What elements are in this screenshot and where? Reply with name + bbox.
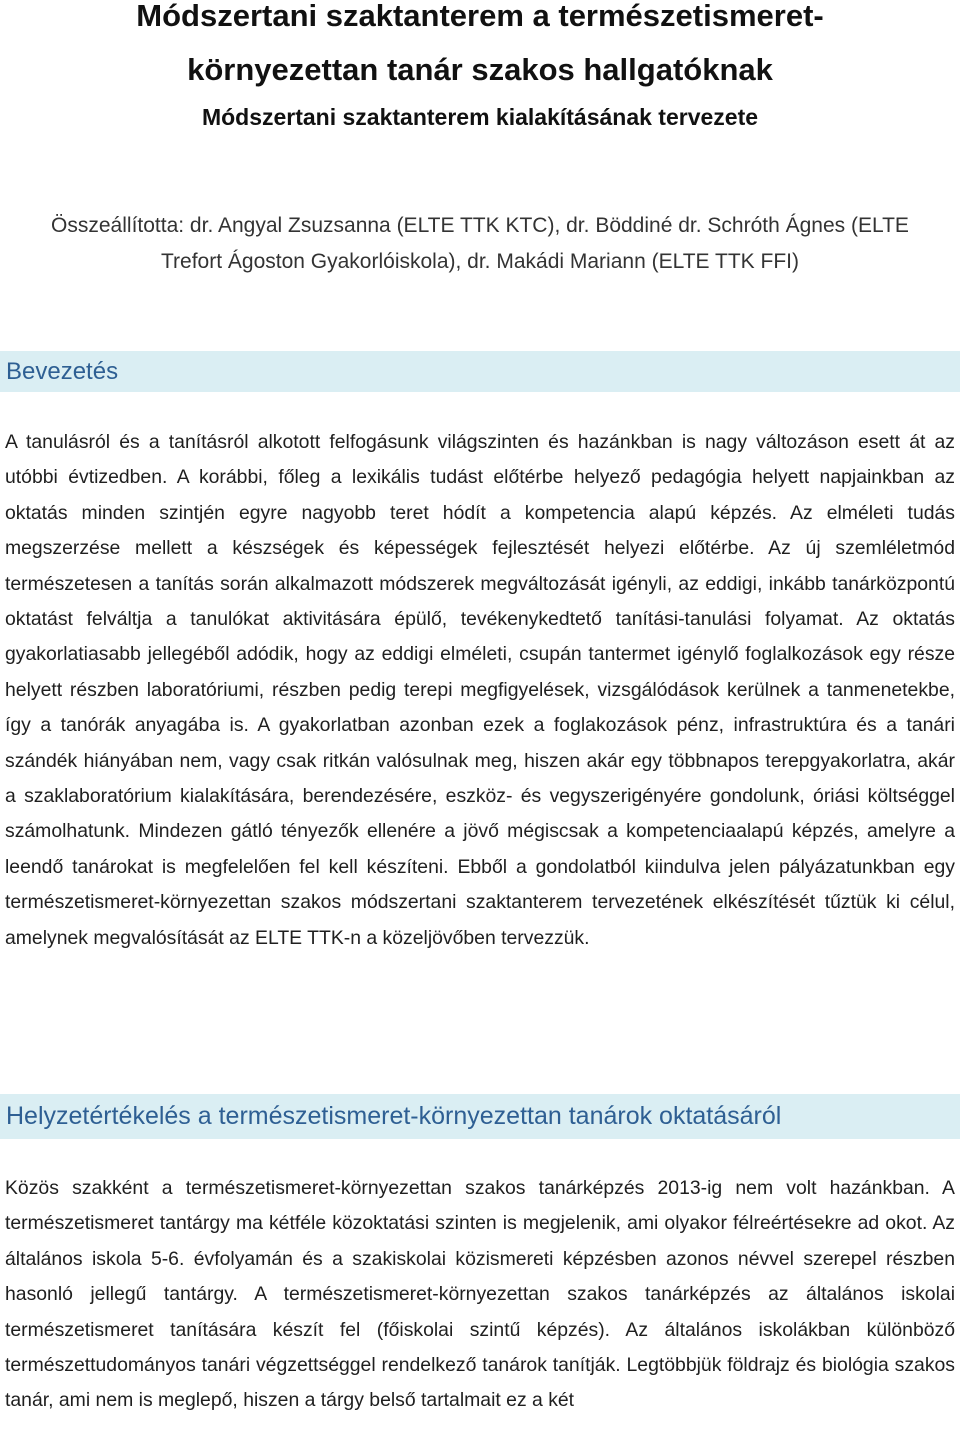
document-title-line-2: környezettan tanár szakos hallgatóknak bbox=[187, 52, 773, 87]
section-paragraph-assessment: Közös szakként a természetismeret-környezettan szakos tanárképzés 2013-ig nem volt hazánkban. A természetismeret tantárgy ma kétféle közoktatási szinten is megjelenik, ami olyakor félreértésekre ad okot. Az általános iskola 5-6. évfolyamán és a szakiskolai közismereti képzésben azonos névvel szerepel részben hasonló jellegű tantárgy. A természetismeret-környezettan szakos tanárképzés az általános iskolai természetismeret tanítására készít fel (főiskolai szintű képzés). Az általános iskolákban különböző természettudományos tanári végzettséggel rendelkező tanárok tanítják. Legtöbbjük földrajz és biológia szakos tanár, ami nem is meglepő, hiszen a tárgy belső tartalmait ez a két bbox=[5, 1177, 955, 1412]
section-heading-introduction: Bevezetés bbox=[0, 351, 960, 392]
authors-line-1: Összeállította: dr. Angyal Zsuzsanna (ELTE TTK KTC), dr. Böddiné dr. Schróth Ágnes (ELTE bbox=[51, 214, 909, 237]
authors-line-2: Trefort Ágoston Gyakorlóiskola), dr. Makádi Mariann (ELTE TTK FFI) bbox=[161, 250, 799, 273]
section-paragraph-introduction: A tanulásról és a tanításról alkotott felfogásunk világszinten és hazánkban is nagy változáson esett át az utóbbi évtizedben. A korábbi, főleg a lexikális tudást előtérbe helyező pedagógia helyett napjainkban az oktatás minden szintjén egyre nagyobb teret hódít a kompetencia alapú képzés. Az elméleti tudás megszerzése mellett a készségek és képességek fejlesztését helyezi előtérbe. Az új szemléletmód természetesen a tanítás során alkalmazott módszerek megváltozását igényli, az eddigi, inkább tanárközpontú oktatást felváltja a tanulókat aktivitására épülő, tevékenykedtető tanítási-tanulási folyamat. Az oktatás gyakorlatiasabb jellegéből adódik, hogy az eddigi elméleti, csupán tantermet igénylő foglalkozások egy része helyett részben laboratóriumi, részben pedig terepi megfigyelések, vizsgálódások kerülnek a tanmenetekbe, így a tanórák anyagába is. A gyakorlatban azonban ezek a foglakozások pénz, infrastruktúra és a tanári szándék hiányában nem, vagy csak ritkán valósulnak meg, hiszen akár egy többnapos terepgyakorlatra, akár a szaklaboratórium kialakítására, berendezésére, eszköz- és vegyszerigényére gondolunk, óriási költséggel számolhatunk. Mindezen gátló tényezők ellenére a jövő mégiscsak a kompetenciaalapú képzés, amelyre a leendő tanárokat is megfelelően fel kell készíteni. Ebből a gondolatból kiindulva jelen pályázatunkban egy természetismeret-környezettan szakos módszertani szaktanterem tervezetének elkészítését tűztük ki célul, amelynek megvalósítását az ELTE TTK-n a közeljövőben tervezzük. bbox=[5, 431, 955, 949]
document-title-line-1: Módszertani szaktanterem a természetismeret- bbox=[136, 0, 824, 33]
document-subtitle: Módszertani szaktanterem kialakításának tervezete bbox=[201, 104, 759, 130]
section-heading-assessment: Helyzetértékelés a természetismeret-környezettan tanárok oktatásáról bbox=[0, 1094, 960, 1139]
